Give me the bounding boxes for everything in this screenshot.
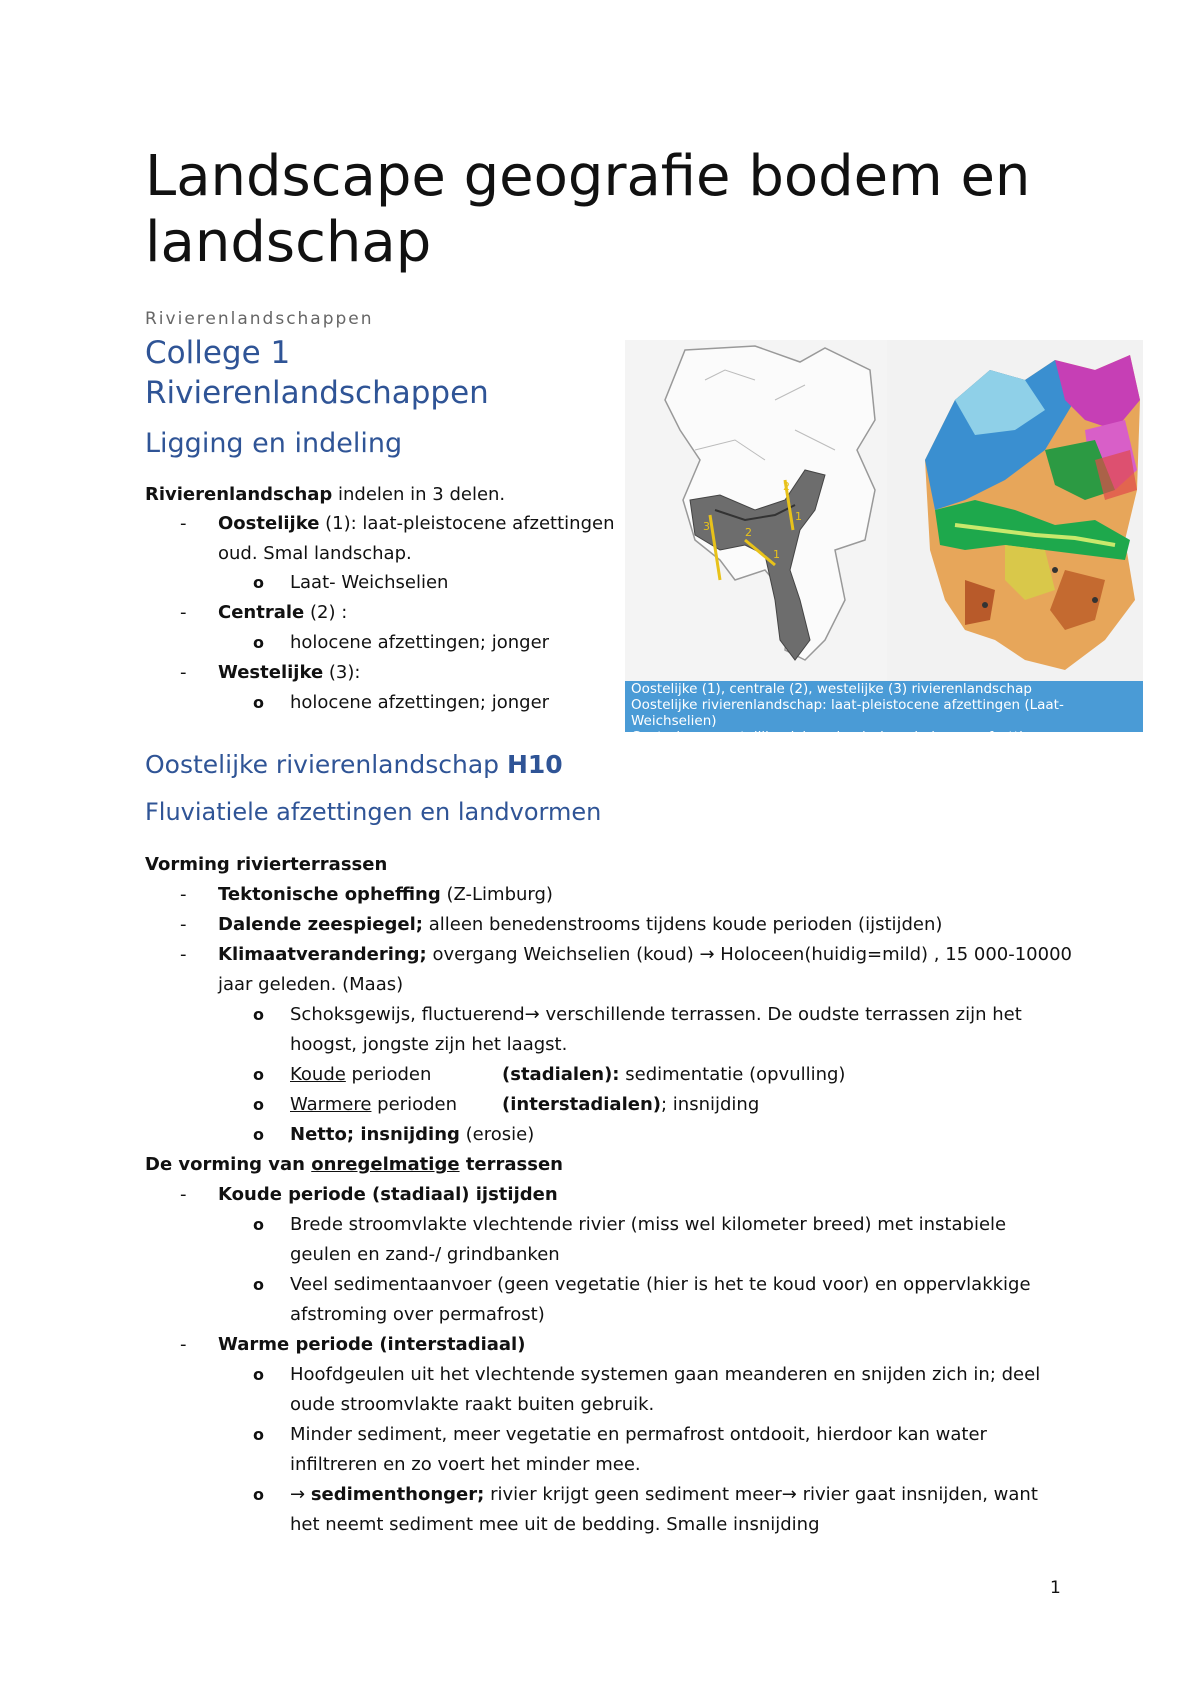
caption-line: Oostelijke rivierenlandschap: laat-pleistocene afzettingen (Laat-Weichselien) [631,697,1064,729]
figure-caption [625,681,1143,745]
underlined-word: Koude [290,1064,346,1085]
oost-sub-item: Laat- Weichselien [290,572,449,593]
o-bullet: o [253,573,264,592]
college-heading [145,333,489,413]
vorming-item-2 [218,911,942,939]
ligging-intro [145,481,505,509]
vorming-item-3 [218,941,1072,969]
map-label: 2 [745,526,752,539]
o-bullet: o [253,1275,264,1294]
west-num: (3): [323,662,361,683]
o-bullet: o [253,1005,264,1024]
map-figure [625,340,1143,732]
map-label: 3 [703,520,710,533]
koud-sub-2: Veel sedimentaanvoer (geen vegetatie (hier is het te koud voor) en oppervlakkige [290,1274,1031,1295]
vorming-sub-1-cont: hoogst, jongste zijn het laagst. [290,1034,568,1055]
dash-bullet: - [180,1184,187,1205]
ligging-heading: Ligging en indeling [145,428,403,459]
vorming-heading [145,851,387,879]
item-rest: overgang Weichselien (koud) → Holoceen(huidig=mild) , 15 000-10000 [426,944,1072,965]
vorming-sub-4 [290,1121,534,1149]
vorming-sub-1: Schoksgewijs, fluctuerend→ verschillende terrassen. De oudste terrassen zijn het [290,1004,1022,1025]
vorming-item-3-cont: jaar geleden. (Maas) [218,974,404,995]
warm-label: Warme periode (interstadiaal) [218,1334,526,1355]
oost-num: (1): [319,513,357,534]
intro-bold: Rivierenlandschap [145,484,333,505]
warm-sub-2-cont: infiltreren en zo voert het minder mee. [290,1454,641,1475]
koud-sub-1: Brede stroomvlakte vlechtende rivier (miss wel kilometer breed) met instabiele [290,1214,1007,1235]
o-bullet: o [253,1215,264,1234]
fluviatiel-heading: Fluviatiele afzettingen en landvormen [145,798,602,826]
list-item-westelijke [218,659,360,687]
vorming-item-1 [218,881,553,909]
heading-underlined: onregelmatige [311,1154,460,1175]
sub-rest: ; insnijding [661,1094,760,1115]
centraal-num: (2) : [304,602,348,623]
dash-bullet: - [180,602,187,623]
o-bullet: o [253,1485,264,1504]
document-subtitle: Rivierenlandschappen [145,309,374,329]
oost-rest: laat-pleistocene afzettingen [356,513,615,534]
sub-bold: Netto; insnijding [290,1124,460,1145]
arrow-icon: → [290,1484,311,1505]
west-sub-item: holocene afzettingen; jonger [290,692,550,713]
oostelijk-heading-text: Oostelijke rivierenlandschap [145,750,500,779]
oost-label: Oostelijke [218,513,320,534]
sub-rest: sedimentatie (opvulling) [619,1064,846,1085]
list-item-centrale [218,599,347,627]
underlined-word: Warmere [290,1094,372,1115]
oost-continuation: oud. Smal landschap. [218,543,412,564]
vorming-sub-2 [290,1061,431,1089]
o-bullet: o [253,1365,264,1384]
warm-sub-3-cont: het neemt sediment mee uit de bedding. Smalle insnijding [290,1514,820,1535]
koud-item [218,1181,558,1209]
college-heading-line2: Rivierenlandschappen [145,375,489,411]
item-bold: Tektonische opheffing [218,884,441,905]
dash-bullet: - [180,944,187,965]
dash-bullet: - [180,513,187,534]
centraal-sub-item: holocene afzettingen; jonger [290,632,550,653]
college-heading-line1: College 1 [145,335,291,371]
sub-mid: perioden [371,1094,457,1115]
item-bold: Dalende zeespiegel; [218,914,423,935]
west-label: Westelijke [218,662,324,683]
item-rest: alleen benedenstrooms tijdens koude perioden (ijstijden) [422,914,943,935]
dash-bullet: - [180,914,187,935]
page-number: 1 [1050,1578,1061,1598]
o-bullet: o [253,1125,264,1144]
page-title: Landscape geografie bodem en landschap [145,144,1031,275]
o-bullet: o [253,633,264,652]
centraal-label: Centrale [218,602,305,623]
intro-rest: indelen in 3 delen. [332,484,506,505]
warm-sub-2: Minder sediment, meer vegetatie en permafrost ontdooit, hierdoor kan water [290,1424,987,1445]
sub-rest: rivier krijgt geen sediment meer→ rivier gaat insnijden, want [484,1484,1038,1505]
sub-bold: sedimenthonger; [310,1484,485,1505]
list-item-oostelijke [218,510,615,538]
map-label: 1 [773,548,780,561]
koud-sub-1-cont: geulen en zand-/ grindbanken [290,1244,560,1265]
o-bullet: o [253,1065,264,1084]
caption-line: Centrale en westelijke rivierenlandschap: holocene afzettingen [631,729,1057,745]
caption-line: Oostelijke (1), centrale (2), westelijke (3) rivierenlandschap [631,681,1032,697]
item-bold: Klimaatverandering; [218,944,427,965]
sub-bold: (interstadialen) [502,1094,661,1115]
sub-bold: (stadialen): [502,1064,620,1085]
o-bullet: o [253,693,264,712]
dash-bullet: - [180,1334,187,1355]
dash-bullet: - [180,662,187,683]
vorming-sub-2-right [502,1061,845,1089]
vorming-sub-3 [290,1091,457,1119]
map-label: 2 [783,480,790,493]
warm-sub-1: Hoofdgeulen uit het vlechtende systemen gaan meanderen en snijden zich in; deel [290,1364,1041,1385]
heading-pre: De vorming van [145,1154,312,1175]
onregelmatig-heading [145,1151,563,1179]
warm-sub-1-cont: oude stroomvlakte raakt buiten gebruik. [290,1394,655,1415]
warm-item [218,1331,525,1359]
netherlands-maps-illustration [625,340,1143,732]
vorming-heading-text: Vorming rivierterrassen [145,854,388,875]
heading-post: terrassen [459,1154,563,1175]
koud-sub-2-cont: afstroming over permafrost) [290,1304,545,1325]
sub-mid: perioden [345,1064,432,1085]
dash-bullet: - [180,884,187,905]
warm-sub-3 [290,1481,1038,1509]
koud-label: Koude periode (stadiaal) ijstijden [218,1184,558,1205]
sub-rest: (erosie) [459,1124,535,1145]
vorming-sub-3-right [502,1091,759,1119]
item-rest: (Z-Limburg) [440,884,553,905]
oostelijk-heading [145,750,563,779]
oostelijk-heading-code: H10 [506,750,563,779]
o-bullet: o [253,1095,264,1114]
map-label: 1 [795,510,802,523]
o-bullet: o [253,1425,264,1444]
